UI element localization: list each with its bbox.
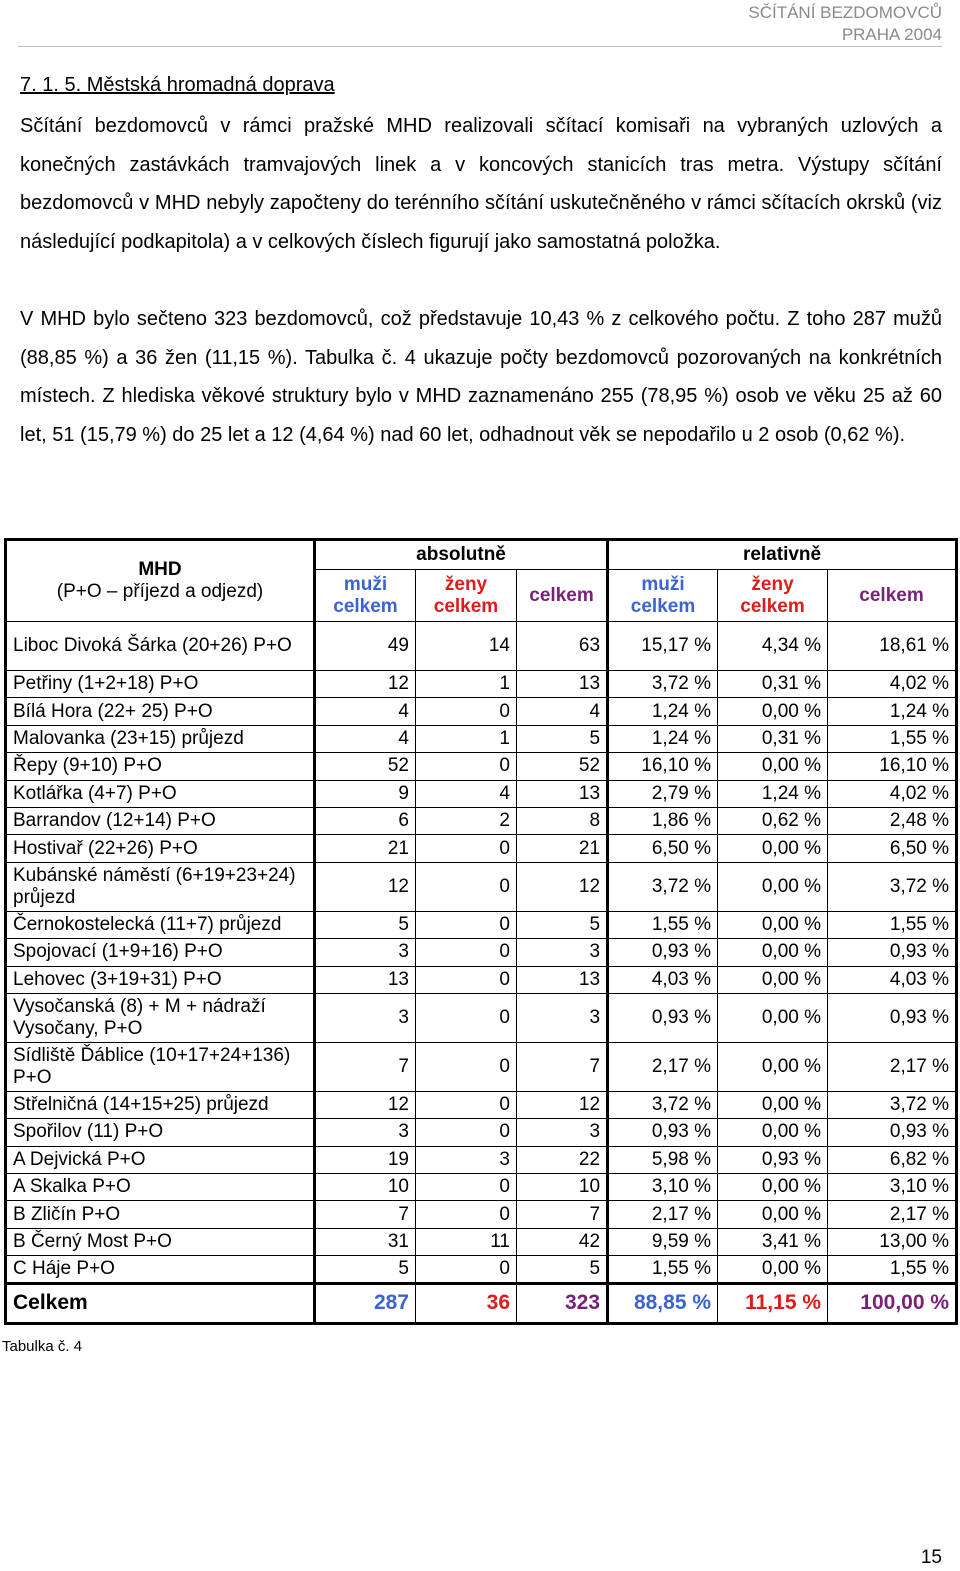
table-corner-header [6, 540, 315, 622]
col-header-men-rel-sub: celkem [630, 595, 696, 617]
value-cell-tp: 4,02 % [828, 780, 957, 807]
group-header-absolute: absolutně [315, 540, 608, 570]
value-cell-tp: 18,61 % [828, 622, 957, 671]
value-cell-t: 12 [517, 1091, 608, 1118]
col-header-women-rel-sub: celkem [740, 595, 805, 617]
place-cell: B Zličín P+O [6, 1201, 315, 1228]
mhd-table [4, 538, 958, 1325]
value-cell-tp: 0,93 % [828, 1119, 957, 1146]
place-cell: Liboc Divoká Šárka (20+26) P+O [6, 622, 315, 671]
place-cell: B Černý Most P+O [6, 1228, 315, 1255]
value-cell-w: 0 [416, 966, 517, 993]
value-cell-mp: 3,10 % [608, 1174, 718, 1201]
total-cell-m: 287 [315, 1283, 416, 1323]
value-cell-t: 7 [517, 1201, 608, 1228]
value-cell-wp: 0,00 % [718, 862, 828, 911]
value-cell-m: 13 [315, 966, 416, 993]
value-cell-w: 1 [416, 725, 517, 752]
value-cell-wp: 0,93 % [718, 1146, 828, 1173]
value-cell-mp: 2,17 % [608, 1042, 718, 1091]
value-cell-m: 5 [315, 911, 416, 938]
value-cell-w: 0 [416, 698, 517, 725]
value-cell-tp: 0,93 % [828, 939, 957, 966]
value-cell-mp: 0,93 % [608, 939, 718, 966]
value-cell-m: 49 [315, 622, 416, 671]
value-cell-tp: 3,72 % [828, 862, 957, 911]
table-row [6, 780, 957, 807]
col-header-men-abs-sub: celkem [333, 595, 398, 617]
col-header-total-rel: celkem [828, 570, 957, 622]
value-cell-w: 0 [416, 1091, 517, 1118]
value-cell-mp: 1,55 % [608, 911, 718, 938]
table-row [6, 862, 957, 911]
value-cell-w: 0 [416, 1256, 517, 1283]
value-cell-m: 3 [315, 939, 416, 966]
value-cell-m: 4 [315, 698, 416, 725]
value-cell-w: 14 [416, 622, 517, 671]
total-cell-mp: 88,85 % [608, 1283, 718, 1323]
table-row [6, 1091, 957, 1118]
value-cell-tp: 3,10 % [828, 1174, 957, 1201]
value-cell-t: 3 [517, 993, 608, 1042]
place-cell: A Dejvická P+O [6, 1146, 315, 1173]
value-cell-mp: 2,17 % [608, 1201, 718, 1228]
value-cell-w: 0 [416, 993, 517, 1042]
table-row [6, 911, 957, 938]
place-cell: Malovanka (23+15) průjezd [6, 725, 315, 752]
place-cell: Vysočanská (8) + M + nádraží Vysočany, P+O [6, 993, 315, 1042]
value-cell-t: 4 [517, 698, 608, 725]
col-header-women-rel [718, 570, 828, 622]
value-cell-wp: 0,00 % [718, 966, 828, 993]
value-cell-tp: 1,55 % [828, 911, 957, 938]
value-cell-t: 42 [517, 1228, 608, 1255]
value-cell-t: 13 [517, 966, 608, 993]
place-cell: Kubánské náměstí (6+19+23+24) průjezd [6, 862, 315, 911]
value-cell-m: 21 [315, 835, 416, 862]
value-cell-mp: 9,59 % [608, 1228, 718, 1255]
value-cell-wp: 0,00 % [718, 1119, 828, 1146]
value-cell-m: 3 [315, 1119, 416, 1146]
value-cell-wp: 0,00 % [718, 939, 828, 966]
page-number: 15 [920, 1547, 942, 1568]
table-row [6, 993, 957, 1042]
place-cell: A Skalka P+O [6, 1174, 315, 1201]
value-cell-m: 7 [315, 1042, 416, 1091]
table-row [6, 753, 957, 780]
value-cell-wp: 0,31 % [718, 671, 828, 698]
col-header-men-rel [608, 570, 718, 622]
table-row [6, 1228, 957, 1255]
value-cell-wp: 0,00 % [718, 911, 828, 938]
value-cell-t: 3 [517, 1119, 608, 1146]
value-cell-mp: 1,86 % [608, 807, 718, 834]
value-cell-t: 5 [517, 1256, 608, 1283]
place-cell: Spořilov (11) P+O [6, 1119, 315, 1146]
value-cell-wp: 0,00 % [718, 1201, 828, 1228]
table-row [6, 698, 957, 725]
value-cell-wp: 0,00 % [718, 1174, 828, 1201]
place-cell: Řepy (9+10) P+O [6, 753, 315, 780]
value-cell-w: 0 [416, 1119, 517, 1146]
value-cell-t: 8 [517, 807, 608, 834]
place-cell: Petřiny (1+2+18) P+O [6, 671, 315, 698]
value-cell-wp: 0,00 % [718, 993, 828, 1042]
place-cell: C Háje P+O [6, 1256, 315, 1283]
value-cell-tp: 1,55 % [828, 725, 957, 752]
value-cell-w: 0 [416, 835, 517, 862]
table-row [6, 939, 957, 966]
col-header-men-rel-label: muži [641, 573, 685, 595]
table-row [6, 1256, 957, 1283]
value-cell-mp: 0,93 % [608, 1119, 718, 1146]
value-cell-mp: 1,24 % [608, 698, 718, 725]
table-corner-subtitle: (P+O – příjezd a odjezd) [56, 581, 264, 602]
value-cell-wp: 0,00 % [718, 753, 828, 780]
value-cell-w: 0 [416, 1042, 517, 1091]
table-row [6, 807, 957, 834]
value-cell-w: 1 [416, 671, 517, 698]
value-cell-wp: 3,41 % [718, 1228, 828, 1255]
value-cell-w: 4 [416, 780, 517, 807]
place-cell: Černokostelecká (11+7) průjezd [6, 911, 315, 938]
value-cell-m: 19 [315, 1146, 416, 1173]
value-cell-m: 12 [315, 671, 416, 698]
value-cell-tp: 1,24 % [828, 698, 957, 725]
value-cell-wp: 0,31 % [718, 725, 828, 752]
value-cell-m: 4 [315, 725, 416, 752]
table-caption: Tabulka č. 4 [2, 1338, 83, 1355]
total-cell-tp: 100,00 % [828, 1283, 957, 1323]
value-cell-tp: 4,03 % [828, 966, 957, 993]
total-cell-wp: 11,15 % [718, 1283, 828, 1323]
value-cell-w: 0 [416, 939, 517, 966]
table-row [6, 1201, 957, 1228]
value-cell-t: 5 [517, 725, 608, 752]
table-row [6, 622, 957, 671]
value-cell-mp: 6,50 % [608, 835, 718, 862]
running-header [748, 2, 942, 46]
value-cell-wp: 0,00 % [718, 1042, 828, 1091]
value-cell-t: 13 [517, 780, 608, 807]
col-header-men-abs-label: muži [343, 573, 388, 595]
place-cell: Sídliště Ďáblice (10+17+24+136) P+O [6, 1042, 315, 1091]
running-header-title: SČÍTÁNÍ BEZDOMOVCŮ [748, 3, 942, 22]
value-cell-w: 3 [416, 1146, 517, 1173]
paragraph-summary: V MHD bylo sečteno 323 bezdomovců, což představuje 10,43 % z celkového počtu. Z toho 287 mužů (88,85 %) a 36 žen (11,15 %). Tabulka č. 4 ukazuje počty bezdomovců pozorovaných na konkrétních místech. Z hlediska věkové struktury bylo v MHD zaznamenáno 255 (78,95 %) osob ve věku 25 až 60 let, 51 (15,79 %) do 25 let a 12 (4,64 %) nad 60 let, odhadnout věk se nepodařilo u 2 osob (0,62 %). [20, 308, 942, 447]
table-row [6, 1146, 957, 1173]
table-row [6, 725, 957, 752]
col-header-total-abs: celkem [517, 570, 608, 622]
value-cell-m: 52 [315, 753, 416, 780]
col-header-women-abs-sub: celkem [433, 595, 499, 617]
table-corner-title: MHD [138, 559, 182, 580]
value-cell-mp: 0,93 % [608, 993, 718, 1042]
col-header-men-abs [315, 570, 416, 622]
value-cell-mp: 1,55 % [608, 1256, 718, 1283]
value-cell-mp: 2,79 % [608, 780, 718, 807]
value-cell-tp: 2,17 % [828, 1042, 957, 1091]
value-cell-m: 31 [315, 1228, 416, 1255]
value-cell-w: 0 [416, 753, 517, 780]
value-cell-tp: 3,72 % [828, 1091, 957, 1118]
value-cell-t: 21 [517, 835, 608, 862]
value-cell-wp: 0,00 % [718, 835, 828, 862]
value-cell-w: 0 [416, 911, 517, 938]
table-header-row-1 [6, 540, 957, 570]
value-cell-w: 0 [416, 862, 517, 911]
value-cell-m: 9 [315, 780, 416, 807]
value-cell-m: 12 [315, 1091, 416, 1118]
value-cell-tp: 2,48 % [828, 807, 957, 834]
table-row [6, 671, 957, 698]
table-total-row [6, 1283, 957, 1323]
place-cell: Střelničná (14+15+25) průjezd [6, 1091, 315, 1118]
value-cell-t: 52 [517, 753, 608, 780]
place-cell: Spojovací (1+9+16) P+O [6, 939, 315, 966]
value-cell-t: 12 [517, 862, 608, 911]
value-cell-wp: 0,00 % [718, 698, 828, 725]
value-cell-m: 12 [315, 862, 416, 911]
value-cell-mp: 15,17 % [608, 622, 718, 671]
value-cell-mp: 3,72 % [608, 1091, 718, 1118]
value-cell-m: 10 [315, 1174, 416, 1201]
value-cell-mp: 16,10 % [608, 753, 718, 780]
value-cell-mp: 3,72 % [608, 862, 718, 911]
value-cell-wp: 1,24 % [718, 780, 828, 807]
header-rule [18, 46, 942, 47]
table-row [6, 1174, 957, 1201]
value-cell-wp: 0,00 % [718, 1256, 828, 1283]
value-cell-t: 63 [517, 622, 608, 671]
value-cell-t: 13 [517, 671, 608, 698]
value-cell-tp: 4,02 % [828, 671, 957, 698]
table-row [6, 966, 957, 993]
running-header-subtitle: PRAHA 2004 [841, 25, 942, 44]
value-cell-t: 22 [517, 1146, 608, 1173]
value-cell-m: 3 [315, 993, 416, 1042]
value-cell-tp: 6,82 % [828, 1146, 957, 1173]
value-cell-w: 11 [416, 1228, 517, 1255]
value-cell-w: 0 [416, 1174, 517, 1201]
value-cell-m: 6 [315, 807, 416, 834]
value-cell-tp: 1,55 % [828, 1256, 957, 1283]
table-row [6, 1042, 957, 1091]
value-cell-m: 7 [315, 1201, 416, 1228]
value-cell-wp: 0,00 % [718, 1091, 828, 1118]
table-row [6, 1119, 957, 1146]
value-cell-t: 3 [517, 939, 608, 966]
value-cell-t: 7 [517, 1042, 608, 1091]
value-cell-wp: 0,62 % [718, 807, 828, 834]
value-cell-mp: 4,03 % [608, 966, 718, 993]
place-cell: Lehovec (3+19+31) P+O [6, 966, 315, 993]
col-header-women-abs [416, 570, 517, 622]
value-cell-mp: 5,98 % [608, 1146, 718, 1173]
value-cell-tp: 2,17 % [828, 1201, 957, 1228]
value-cell-mp: 1,24 % [608, 725, 718, 752]
section-title: 7. 1. 5. Městská hromadná doprava [20, 74, 335, 96]
value-cell-w: 0 [416, 1201, 517, 1228]
paragraph-intro: Sčítání bezdomovců v rámci pražské MHD realizovali sčítací komisaři na vybraných uzlových a konečných zastávkách tramvajových linek a v koncových stanicích tras metra. Výstupy sčítání bezdomovců v MHD nebyly započteny do terénního sčítání uskutečněného v rámci sčítacích okrsků (viz následující podkapitola) a v celkových číslech figurují jako samostatná položka. [20, 115, 942, 254]
total-cell-w: 36 [416, 1283, 517, 1323]
col-header-women-abs-label: ženy [444, 573, 488, 595]
value-cell-tp: 16,10 % [828, 753, 957, 780]
value-cell-t: 5 [517, 911, 608, 938]
value-cell-tp: 6,50 % [828, 835, 957, 862]
value-cell-tp: 13,00 % [828, 1228, 957, 1255]
total-cell-t: 323 [517, 1283, 608, 1323]
value-cell-m: 5 [315, 1256, 416, 1283]
place-cell: Barrandov (12+14) P+O [6, 807, 315, 834]
col-header-women-rel-label: ženy [751, 573, 794, 595]
group-header-relative: relativně [608, 540, 957, 570]
value-cell-w: 2 [416, 807, 517, 834]
place-cell: Kotlářka (4+7) P+O [6, 780, 315, 807]
place-cell: Bílá Hora (22+ 25) P+O [6, 698, 315, 725]
value-cell-tp: 0,93 % [828, 993, 957, 1042]
value-cell-t: 10 [517, 1174, 608, 1201]
value-cell-mp: 3,72 % [608, 671, 718, 698]
total-label-cell: Celkem [6, 1283, 315, 1323]
place-cell: Hostivař (22+26) P+O [6, 835, 315, 862]
table-row [6, 835, 957, 862]
value-cell-wp: 4,34 % [718, 622, 828, 671]
